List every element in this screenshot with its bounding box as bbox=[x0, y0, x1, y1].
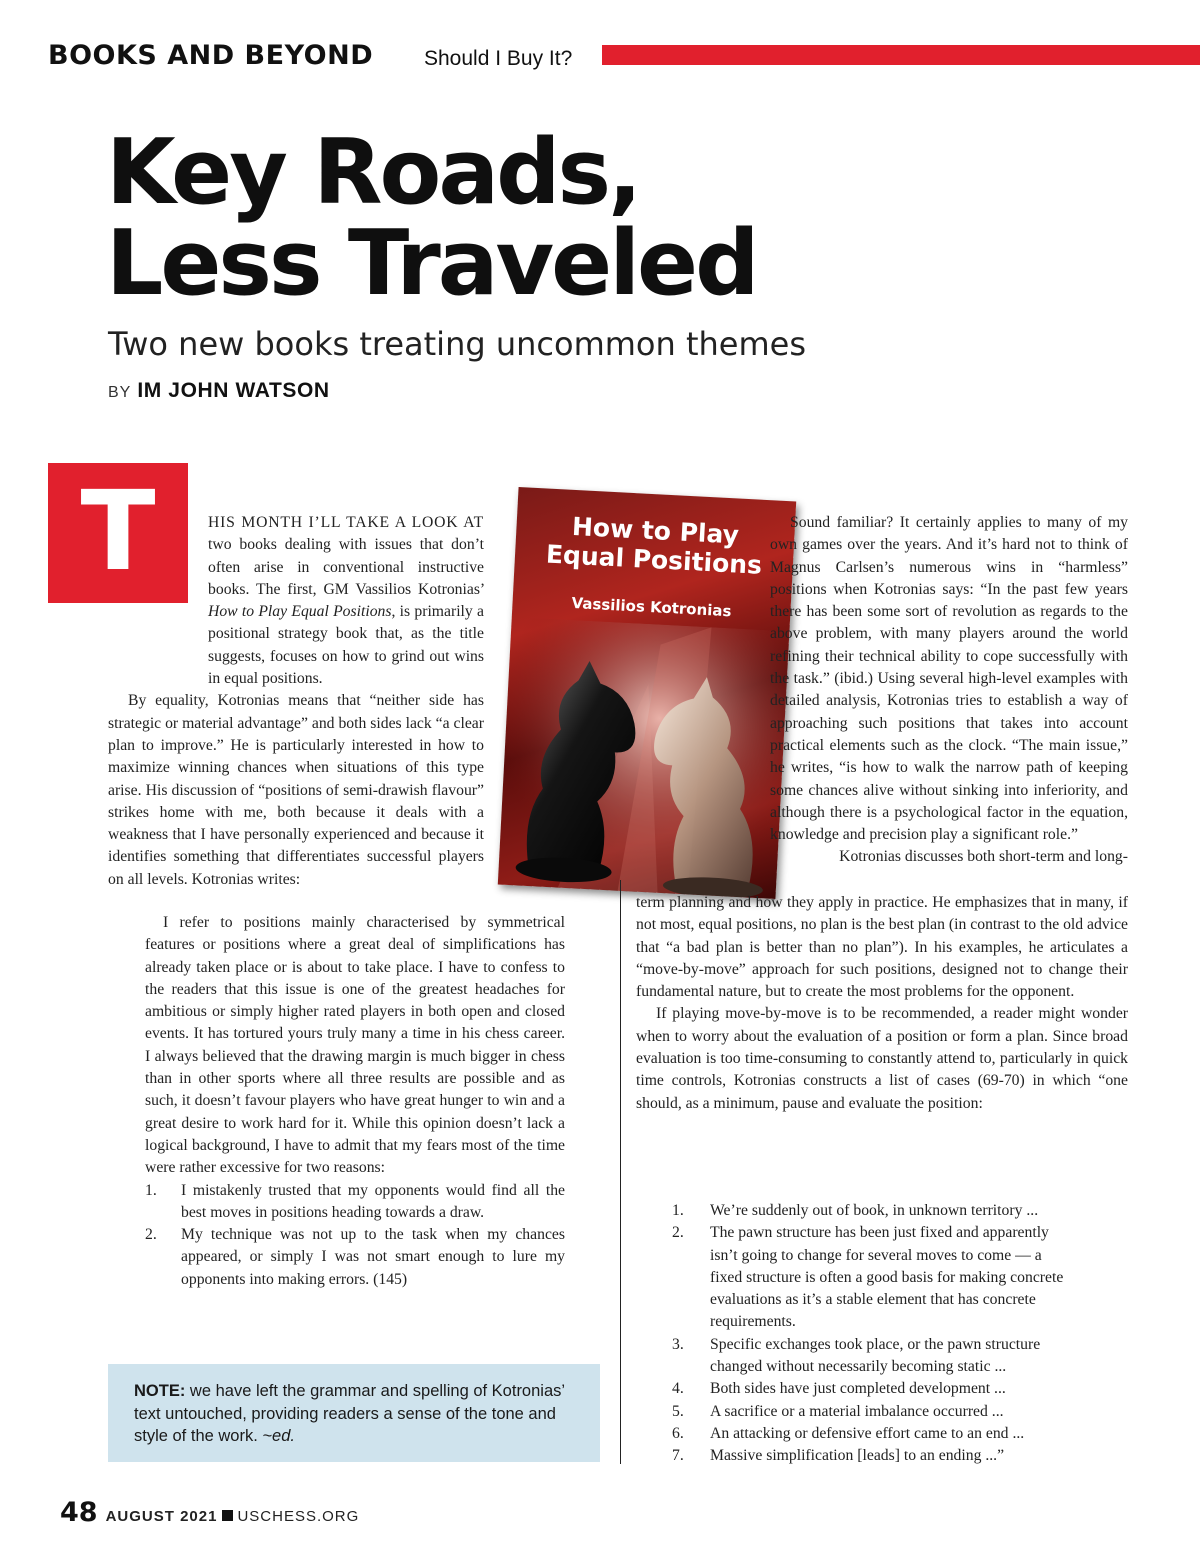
header-rule bbox=[602, 45, 1200, 65]
book-title-ref: How to Play Equal Positions bbox=[208, 603, 392, 621]
list-item bbox=[672, 1401, 1072, 1423]
paragraph-continued: term planning and how they apply in practice. He emphasizes that in many, if not most, equal positions, no plan is the best plan (in contrast to the old advice that “a bad plan is better than no plan”). In his examples, he articulates a “move-by-move” approach for such positions, designed not to change their fundamental nature, but to create the most problems for the opponent. bbox=[636, 894, 1128, 1001]
list-text: I mistakenly trusted that my opponents would find all the best moves in positions heading towards a draw. bbox=[181, 1181, 565, 1221]
list-number: 1. bbox=[672, 1202, 684, 1219]
note-signoff: ~ed. bbox=[262, 1427, 295, 1445]
lead-text: two books dealing with issues that don’t often arise in conventional instructive books. The first, GM Vassilios Kotronias’ bbox=[208, 536, 484, 598]
page-number: 48 bbox=[60, 1497, 98, 1528]
list-item bbox=[672, 1222, 1072, 1333]
square-separator-icon bbox=[222, 1510, 233, 1521]
note-label: NOTE: bbox=[134, 1382, 186, 1400]
list-number: 3. bbox=[672, 1335, 684, 1353]
list-number: 5. bbox=[672, 1402, 684, 1420]
list-number: 2. bbox=[145, 1226, 157, 1244]
headline-line-2: Less Traveled bbox=[106, 211, 757, 316]
cases-list bbox=[672, 1200, 1072, 1468]
quote-list-item bbox=[145, 1224, 565, 1291]
list-text: A sacrifice or a material imbalance occurred ... bbox=[710, 1402, 1004, 1420]
lead-smallcaps: HIS MONTH I’LL TAKE A LOOK AT bbox=[208, 514, 484, 531]
lead-tail: , is primarily a positional strategy book that, as the title suggests, focuses on how to grind out wins in equal positions. bbox=[208, 603, 484, 688]
book-cover-author: Vassilios Kotronias bbox=[571, 593, 732, 621]
quote-text: I refer to positions mainly characterised by symmetrical features or positions where a great deal of simplifications has already taken place or is about to take place. I have to confess to the readers that this issue is one of the greatest headaches for ambitious or simply higher rated players in both open and closed events. It has tortured yours truly many a time in his chess career. I always believed that the drawing margin is much bigger in chess than in other sports where all three results are possible and as such, it doesn’t favour players who have great hunger to win and a great desire to work hard for it. While this opinion doesn’t lack a logical background, I have to admit that my fears most of the time were rather excessive for two reasons: bbox=[145, 914, 565, 1177]
lead-paragraph bbox=[108, 512, 484, 690]
page-footer bbox=[60, 1497, 359, 1528]
book-cover-title-line-1: How to Play bbox=[571, 511, 740, 550]
drop-cap-letter: T bbox=[80, 467, 156, 595]
list-number: 4. bbox=[672, 1380, 684, 1398]
byline-author: IM JOHN WATSON bbox=[137, 379, 330, 402]
paragraph: By equality, Kotronias means that “neither side has strategic or material advantage” and both sides lack “a clear plan to improve.” He is particularly interested in how to maximize winning chances when situations of this type arise. His discussion of “positions of semi-drawish flavour” strikes home with me, both because it deals with a weakness that I have personally experienced and because it identifies something that differentiates successful players on all levels. Kotronias writes: bbox=[108, 692, 484, 888]
list-number: 1. bbox=[145, 1181, 157, 1199]
list-text: Both sides have just completed development ... bbox=[710, 1380, 1006, 1398]
byline bbox=[108, 379, 330, 403]
book-cover-title-line-2: Equal Positions bbox=[545, 539, 763, 580]
paragraph: Sound familiar? It certainly applies to many of my own games over the years. And it’s hard not to think of Magnus Carlsen’s numerous wins in “harmless” positions when Kotronias says: “In the past few years there has been some sort of revolution as regards to the above problem, with many players around the world refining their technical ability to cope successfully with the task.” (ibid.) Using several high-level examples with detailed analysis, Kotronias tries to establish a way of approaching such positions that takes into account practical elements such as the clock. “The main issue,” he writes, “is how to walk the narrow path of keeping some chances alive without sinking into inferiority, and although there is a psychological factor in the equation, knowledge and precision play a significant role.” bbox=[770, 514, 1128, 844]
deck: Two new books treating uncommon themes bbox=[108, 325, 806, 363]
list-item bbox=[672, 1423, 1072, 1445]
quote-list bbox=[145, 1180, 565, 1291]
issue-date: AUGUST 2021 bbox=[105, 1508, 218, 1525]
section-name: BOOKS AND BEYOND bbox=[48, 40, 374, 71]
list-item bbox=[672, 1200, 1072, 1222]
headline-line-1: Key Roads, bbox=[106, 120, 640, 225]
column-left bbox=[108, 512, 484, 891]
chess-knights-illustration bbox=[498, 617, 790, 899]
list-item bbox=[672, 1334, 1072, 1379]
list-number: 7. bbox=[672, 1447, 684, 1465]
block-quote bbox=[145, 912, 565, 1291]
list-number: 6. bbox=[672, 1424, 684, 1442]
website-url: USCHESS.ORG bbox=[237, 1508, 360, 1525]
section-header bbox=[48, 40, 1200, 72]
list-text: An attacking or defensive effort came to an end ... bbox=[710, 1424, 1025, 1442]
paragraph: If playing move-by-move is to be recommended, a reader might wonder when to worry about the evaluation of a position or form a plan. Since broad evaluation is too time-consuming to constantly attend to, particularly in quick time controls, Kotronias constructs a list of cases (69-70) in which “one should, as a minimum, pause and evaluate the position: bbox=[636, 1005, 1128, 1112]
column-right bbox=[770, 512, 1128, 869]
list-item bbox=[672, 1445, 1072, 1467]
list-text: Specific exchanges took place, or the pawn structure changed without necessarily becoming static ... bbox=[710, 1335, 1041, 1376]
byline-prefix: BY bbox=[108, 384, 132, 401]
editor-note bbox=[108, 1364, 600, 1462]
paragraph-start: Kotronias discusses both short-term and long- bbox=[839, 848, 1128, 866]
column-right-lower bbox=[636, 892, 1128, 1115]
list-text: Massive simplification [leads] to an ending ...” bbox=[710, 1447, 1005, 1465]
list-text: The pawn structure has been just fixed and apparently isn’t going to change for several moves to come — a fixed structure is often a good basis for making concrete evaluations as it’s a stable element that has concrete requirements. bbox=[710, 1224, 1064, 1331]
section-subtitle: Should I Buy It? bbox=[424, 47, 573, 70]
book-cover bbox=[498, 487, 796, 899]
book-cover-title bbox=[514, 509, 795, 581]
list-item bbox=[672, 1378, 1072, 1400]
list-text: We’re suddenly out of book, in unknown territory ... bbox=[710, 1202, 1039, 1219]
list-text: My technique was not up to the task when my chances appeared, or simply I was not smart enough to lure my opponents into making errors. (145) bbox=[181, 1226, 565, 1288]
column-divider bbox=[620, 880, 621, 1464]
list-number: 2. bbox=[672, 1224, 684, 1242]
note-text: we have left the grammar and spelling of Kotronias’ text untouched, providing readers a sense of the tone and style of the work. bbox=[134, 1382, 565, 1445]
headline bbox=[106, 120, 757, 316]
quote-list-item bbox=[145, 1180, 565, 1225]
